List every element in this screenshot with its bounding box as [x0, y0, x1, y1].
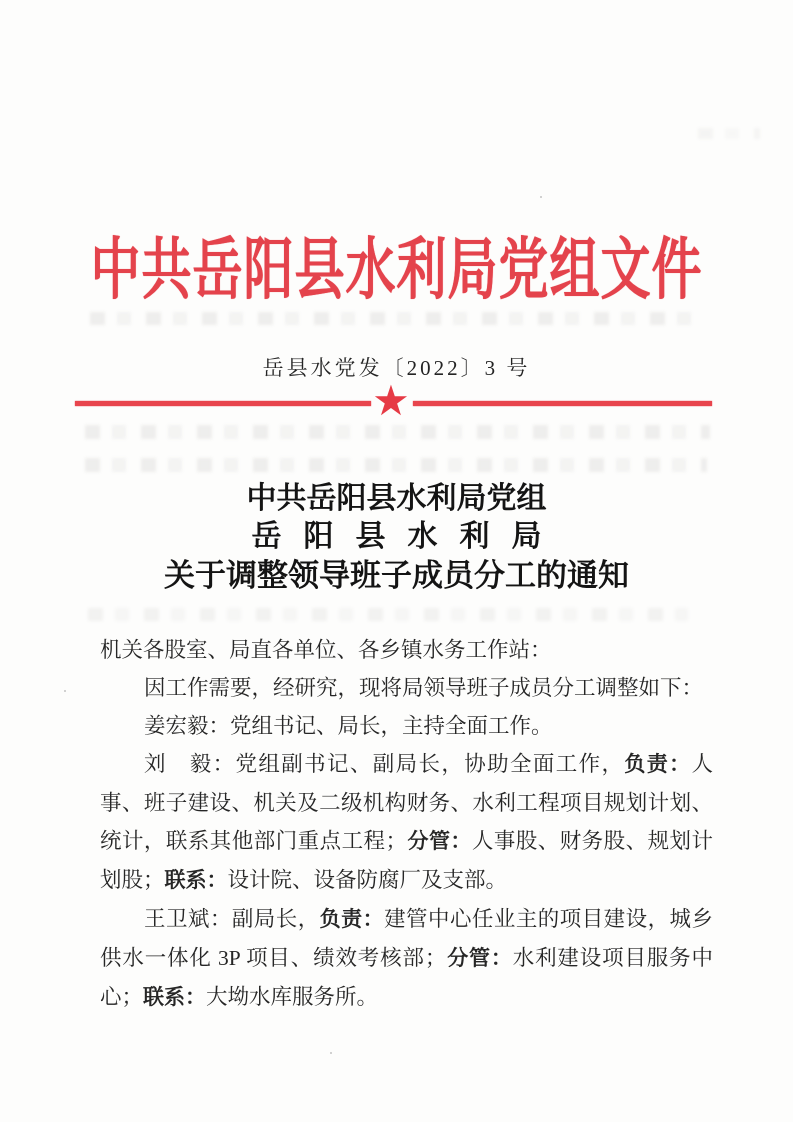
bleedthrough-artifact: [88, 608, 688, 621]
bleedthrough-artifact: [90, 312, 702, 325]
star-icon: ★: [372, 376, 410, 425]
notice-body: [100, 631, 713, 1017]
assignment-paragraph: 刘 毅：党组副书记、副局长，协助全面工作，负责：人事、班子建设、机关及二级机构财务、水利工程项目规划计划、统计，联系其他部门重点工程；分管：人事股、财务股、规划计划股；联系：设计院、设备防腐厂及支部。: [100, 752, 713, 892]
scan-speck: [64, 690, 66, 692]
notice-title-line-subject: 关于调整领导班子成员分工的通知: [164, 558, 629, 593]
red-rule-left-segment: [75, 401, 371, 406]
scan-speck: [540, 196, 542, 198]
notice-title-block: [0, 480, 793, 595]
assignment-paragraph: 姜宏毅：党组书记、局长，主持全面工作。: [144, 714, 553, 738]
bleedthrough-artifact: [85, 425, 710, 439]
red-divider-rule: [75, 376, 712, 425]
scan-speck: [330, 1052, 332, 1054]
notice-title-line-org: 中共岳阳县水利局党组: [246, 482, 547, 515]
intro-paragraph: 因工作需要，经研究，现将局领导班子成员分工调整如下：: [144, 676, 704, 700]
document-number: 岳县水党发〔2022〕3 号: [262, 356, 531, 380]
bleedthrough-artifact: [698, 128, 760, 139]
bleedthrough-artifact: [85, 458, 707, 472]
notice-title-line-bureau: 岳阳县水利局: [251, 520, 564, 553]
red-rule-right-segment: [413, 401, 712, 406]
document-masthead-title: 中共岳阳县水利局党组文件: [90, 232, 703, 308]
salutation-paragraph: 机关各股室、局直各单位、各乡镇水务工作站：: [100, 638, 552, 662]
assignment-paragraph: 王卫斌：副局长，负责：建管中心任业主的项目建设，城乡供水一体化 3P 项目、绩效考核部；分管：水利建设项目服务中心；联系：大坳水库服务所。: [100, 907, 713, 1009]
